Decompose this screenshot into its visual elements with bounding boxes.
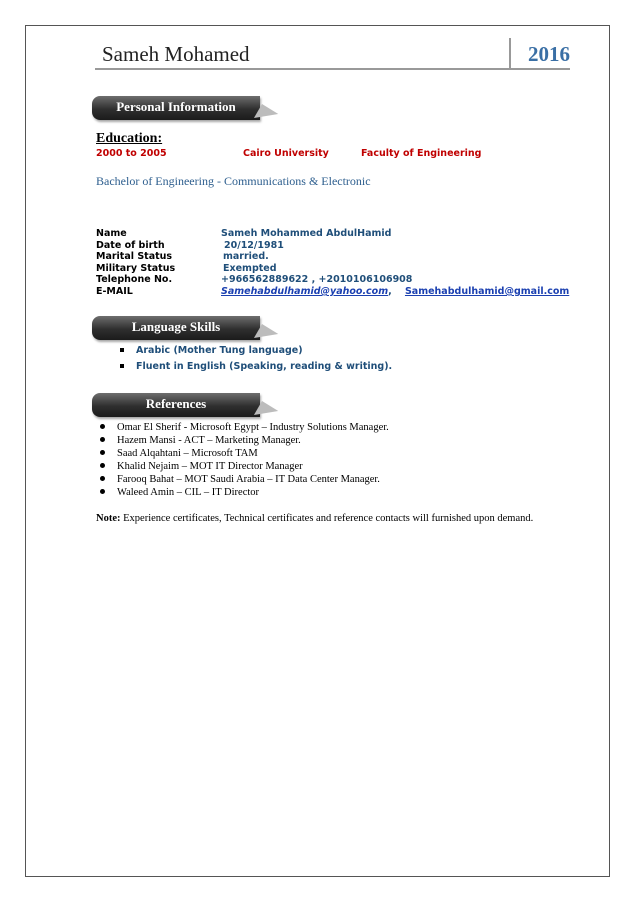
resume-name: Sameh Mohamed <box>102 42 250 66</box>
email-gmail-link[interactable]: Samehabdulhamid@gmail.com <box>404 286 570 297</box>
military-value: Exempted <box>223 263 277 274</box>
note-label: Note: <box>96 513 121 524</box>
email-separator: , <box>388 286 392 297</box>
education-university: Cairo University <box>243 148 329 159</box>
references-heading: References <box>145 396 207 411</box>
header-rule <box>95 68 570 70</box>
bullet-icon <box>100 463 105 468</box>
bullet-icon <box>100 476 105 481</box>
reference-item: Waleed Amin – CIL – IT Director <box>100 487 259 498</box>
language-item: Arabic (Mother Tung language) <box>120 345 303 356</box>
note-text: Experience certificates, Technical certificates and reference contacts will furnished upon demand. <box>120 513 534 524</box>
education-title: Education: <box>96 131 163 146</box>
personal-info-heading: Personal Information <box>116 99 236 114</box>
education-faculty: Faculty of Engineering <box>361 148 482 159</box>
education-degree: Bachelor of Engineering - Communications & Electronic <box>96 174 371 188</box>
language-skills-heading: Language Skills <box>131 319 221 334</box>
dob-value: 20/12/1981 <box>224 240 284 251</box>
name-label: Name <box>96 228 127 239</box>
marital-label: Marital Status <box>96 251 173 262</box>
language-item: Fluent in English (Speaking, reading & writing). <box>120 361 392 372</box>
phone-label: Telephone No. <box>96 274 173 285</box>
name-value: Sameh Mohammed AbdulHamid <box>221 228 392 239</box>
reference-item: Khalid Nejaim – MOT IT Director Manager <box>100 461 303 472</box>
marital-value: married. <box>223 251 269 262</box>
email-row <box>221 286 569 297</box>
reference-item: Omar El Sherif - Microsoft Egypt – Industry Solutions Manager. <box>100 422 389 433</box>
square-bullet-icon <box>120 348 124 352</box>
bullet-icon <box>100 489 105 494</box>
bullet-icon <box>100 450 105 455</box>
note <box>96 513 533 524</box>
bullet-icon <box>100 437 105 442</box>
reference-item: Hazem Mansi - ACT – Marketing Manager. <box>100 435 301 446</box>
phone-value: +966562889622 , +2010106106908 <box>221 274 413 285</box>
header-divider <box>509 38 511 70</box>
resume-year: 2016 <box>528 42 570 66</box>
email-yahoo-link[interactable]: Samehabdulhamid@yahoo.com <box>221 286 389 297</box>
dob-label: Date of birth <box>96 240 165 251</box>
square-bullet-icon <box>120 364 124 368</box>
reference-item: Farooq Bahat – MOT Saudi Arabia – IT Data Center Manager. <box>100 474 380 485</box>
email-label: E-MAIL <box>96 286 133 297</box>
education-period: 2000 to 2005 <box>96 148 167 159</box>
reference-item: Saad Alqahtani – Microsoft TAM <box>100 448 258 459</box>
bullet-icon <box>100 424 105 429</box>
military-label: Military Status <box>96 263 176 274</box>
